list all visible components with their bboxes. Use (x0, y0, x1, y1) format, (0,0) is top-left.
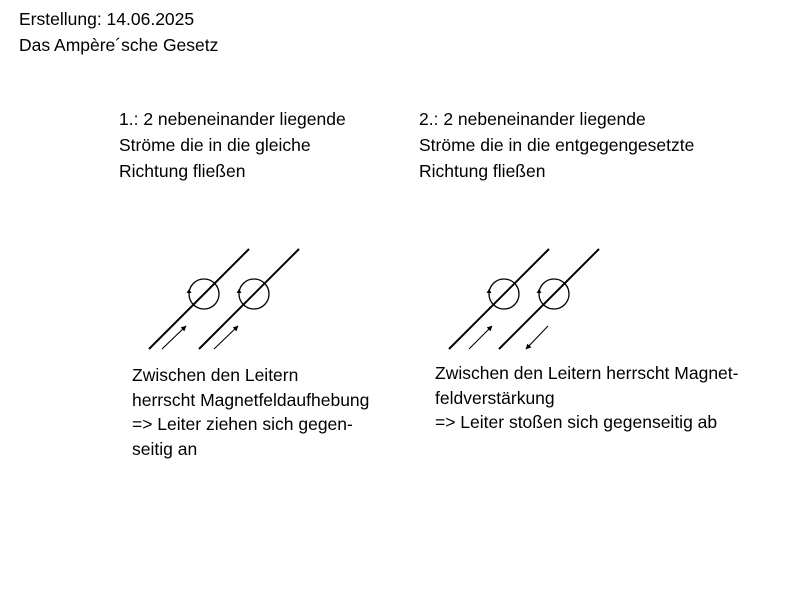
conductor-wire (499, 249, 599, 349)
case-1-caption-line: Zwischen den Leitern (132, 365, 299, 385)
case-1-heading-line: Ströme die in die gleiche (119, 135, 311, 155)
conductor-wire (449, 249, 549, 349)
current-arrow-icon (162, 326, 186, 349)
case-1-caption-line: seitig an (132, 438, 198, 459)
case-2-diagram (449, 249, 599, 349)
case-2-caption-line: Zwischen den Leitern herrscht Magnet- (435, 363, 739, 383)
case-2-caption-line: => Leiter stoßen sich gegenseitig ab (435, 412, 718, 432)
case-2-caption-line: feldverstärkung (435, 387, 555, 408)
case-1-caption-line: herrscht Magnetfeldaufhebung (132, 389, 370, 410)
case-1-heading-line: Richtung fließen (119, 161, 246, 181)
case-1-caption-line: => Leiter ziehen sich gegen- (132, 414, 353, 434)
case-1-heading-line: 1.: 2 nebeneinander liegende (119, 109, 346, 129)
case-2-heading-line: Richtung fließen (419, 161, 546, 181)
conductor-wire (199, 249, 299, 349)
case-2-heading-line: 2.: 2 nebeneinander liegende (419, 109, 646, 129)
creation-date: Erstellung: 14.06.2025 (19, 9, 195, 29)
case-1-caption (132, 363, 369, 461)
current-arrow-icon (526, 326, 548, 349)
case-1-diagram (149, 249, 299, 349)
conductor-wire (149, 249, 249, 349)
current-arrow-icon (469, 326, 492, 349)
case-2-heading-line: Ströme die in die entgegengesetzte (419, 135, 695, 155)
page-title: Das Ampère´sche Gesetz (19, 35, 219, 55)
case-2-caption (435, 361, 738, 435)
